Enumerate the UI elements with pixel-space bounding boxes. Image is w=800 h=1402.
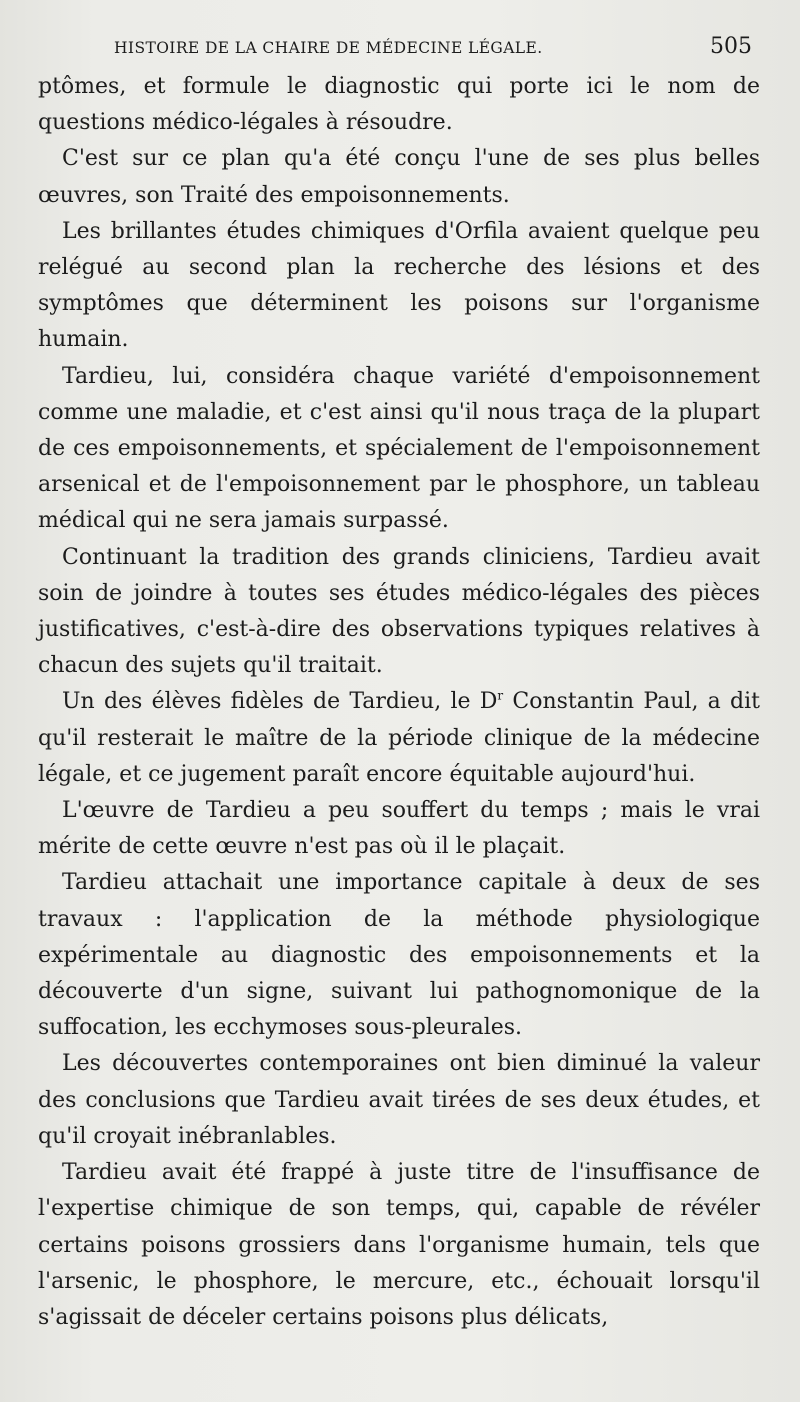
paragraph: L'œuvre de Tardieu a peu souffert du temps ; mais le vrai mérite de cette œuvre n'est pas où il le plaçait. [38, 798, 760, 860]
paragraph: Tardieu attachait une importance capitale à deux de ses travaux : l'application de la méthode physiologique expérimentale au diagnostic des empoisonnements et la découverte d'un signe, suivant lui pathognomonique de la suffocation, les ecchymoses sous-pleurales. [38, 870, 760, 1041]
paragraph: Tardieu, lui, considéra chaque variété d'empoisonnement comme une maladie, et c'est ainsi qu'il nous traça de la plupart de ces empoisonnements, et spécialement de l'empoisonnement arsenical et de l'empoisonnement par le phosphore, un tableau médical qui ne sera jamais surpassé. [38, 363, 760, 534]
running-header [114, 34, 760, 59]
paragraph: C'est sur ce plan qu'a été conçu l'une de ses plus belles œuvres, son Traité des empoisonnements. [38, 146, 760, 208]
paragraph: ptômes, et formule le diagnostic qui porte ici le nom de questions médico-légales à résoudre. [38, 74, 760, 136]
paragraph: Les découvertes contemporaines ont bien diminué la valeur des conclusions que Tardieu avait tirées de ses deux études, et qu'il croyait inébranlables. [38, 1051, 760, 1149]
paragraph: Les brillantes études chimiques d'Orfila avaient quelque peu relégué au second plan la recherche des lésions et des symptômes que déterminent les poisons sur l'organisme humain. [38, 218, 760, 353]
body-text [38, 69, 760, 1336]
paragraph [38, 684, 760, 793]
paragraph-text: Constantin Paul, a dit qu'il resterait le maître de la période clinique de la médecine légale, et ce jugement paraît encore équitable aujourd'hui. [38, 689, 760, 787]
paragraph-text: Un des élèves fidèles de Tardieu, le D [62, 689, 498, 715]
running-title: HISTOIRE DE LA CHAIRE DE MÉDECINE LÉGALE. [114, 39, 543, 57]
paragraph: Continuant la tradition des grands cliniciens, Tardieu avait soin de joindre à toutes ses études médico-légales des pièces justificatives, c'est-à-dire des observations typiques relatives à chacun des sujets qu'il traitait. [38, 544, 760, 679]
page-number: 505 [710, 34, 752, 59]
superscript: r [497, 689, 504, 704]
paragraph: Tardieu avait été frappé à juste titre de l'insuffisance de l'expertise chimique de son temps, qui, capable de révéler certains poisons grossiers dans l'organisme humain, tels que l'arsenic, le phosphore, le mercure, etc., échouait lorsqu'il s'agissait de déceler certains poisons plus délicats, [38, 1160, 760, 1330]
